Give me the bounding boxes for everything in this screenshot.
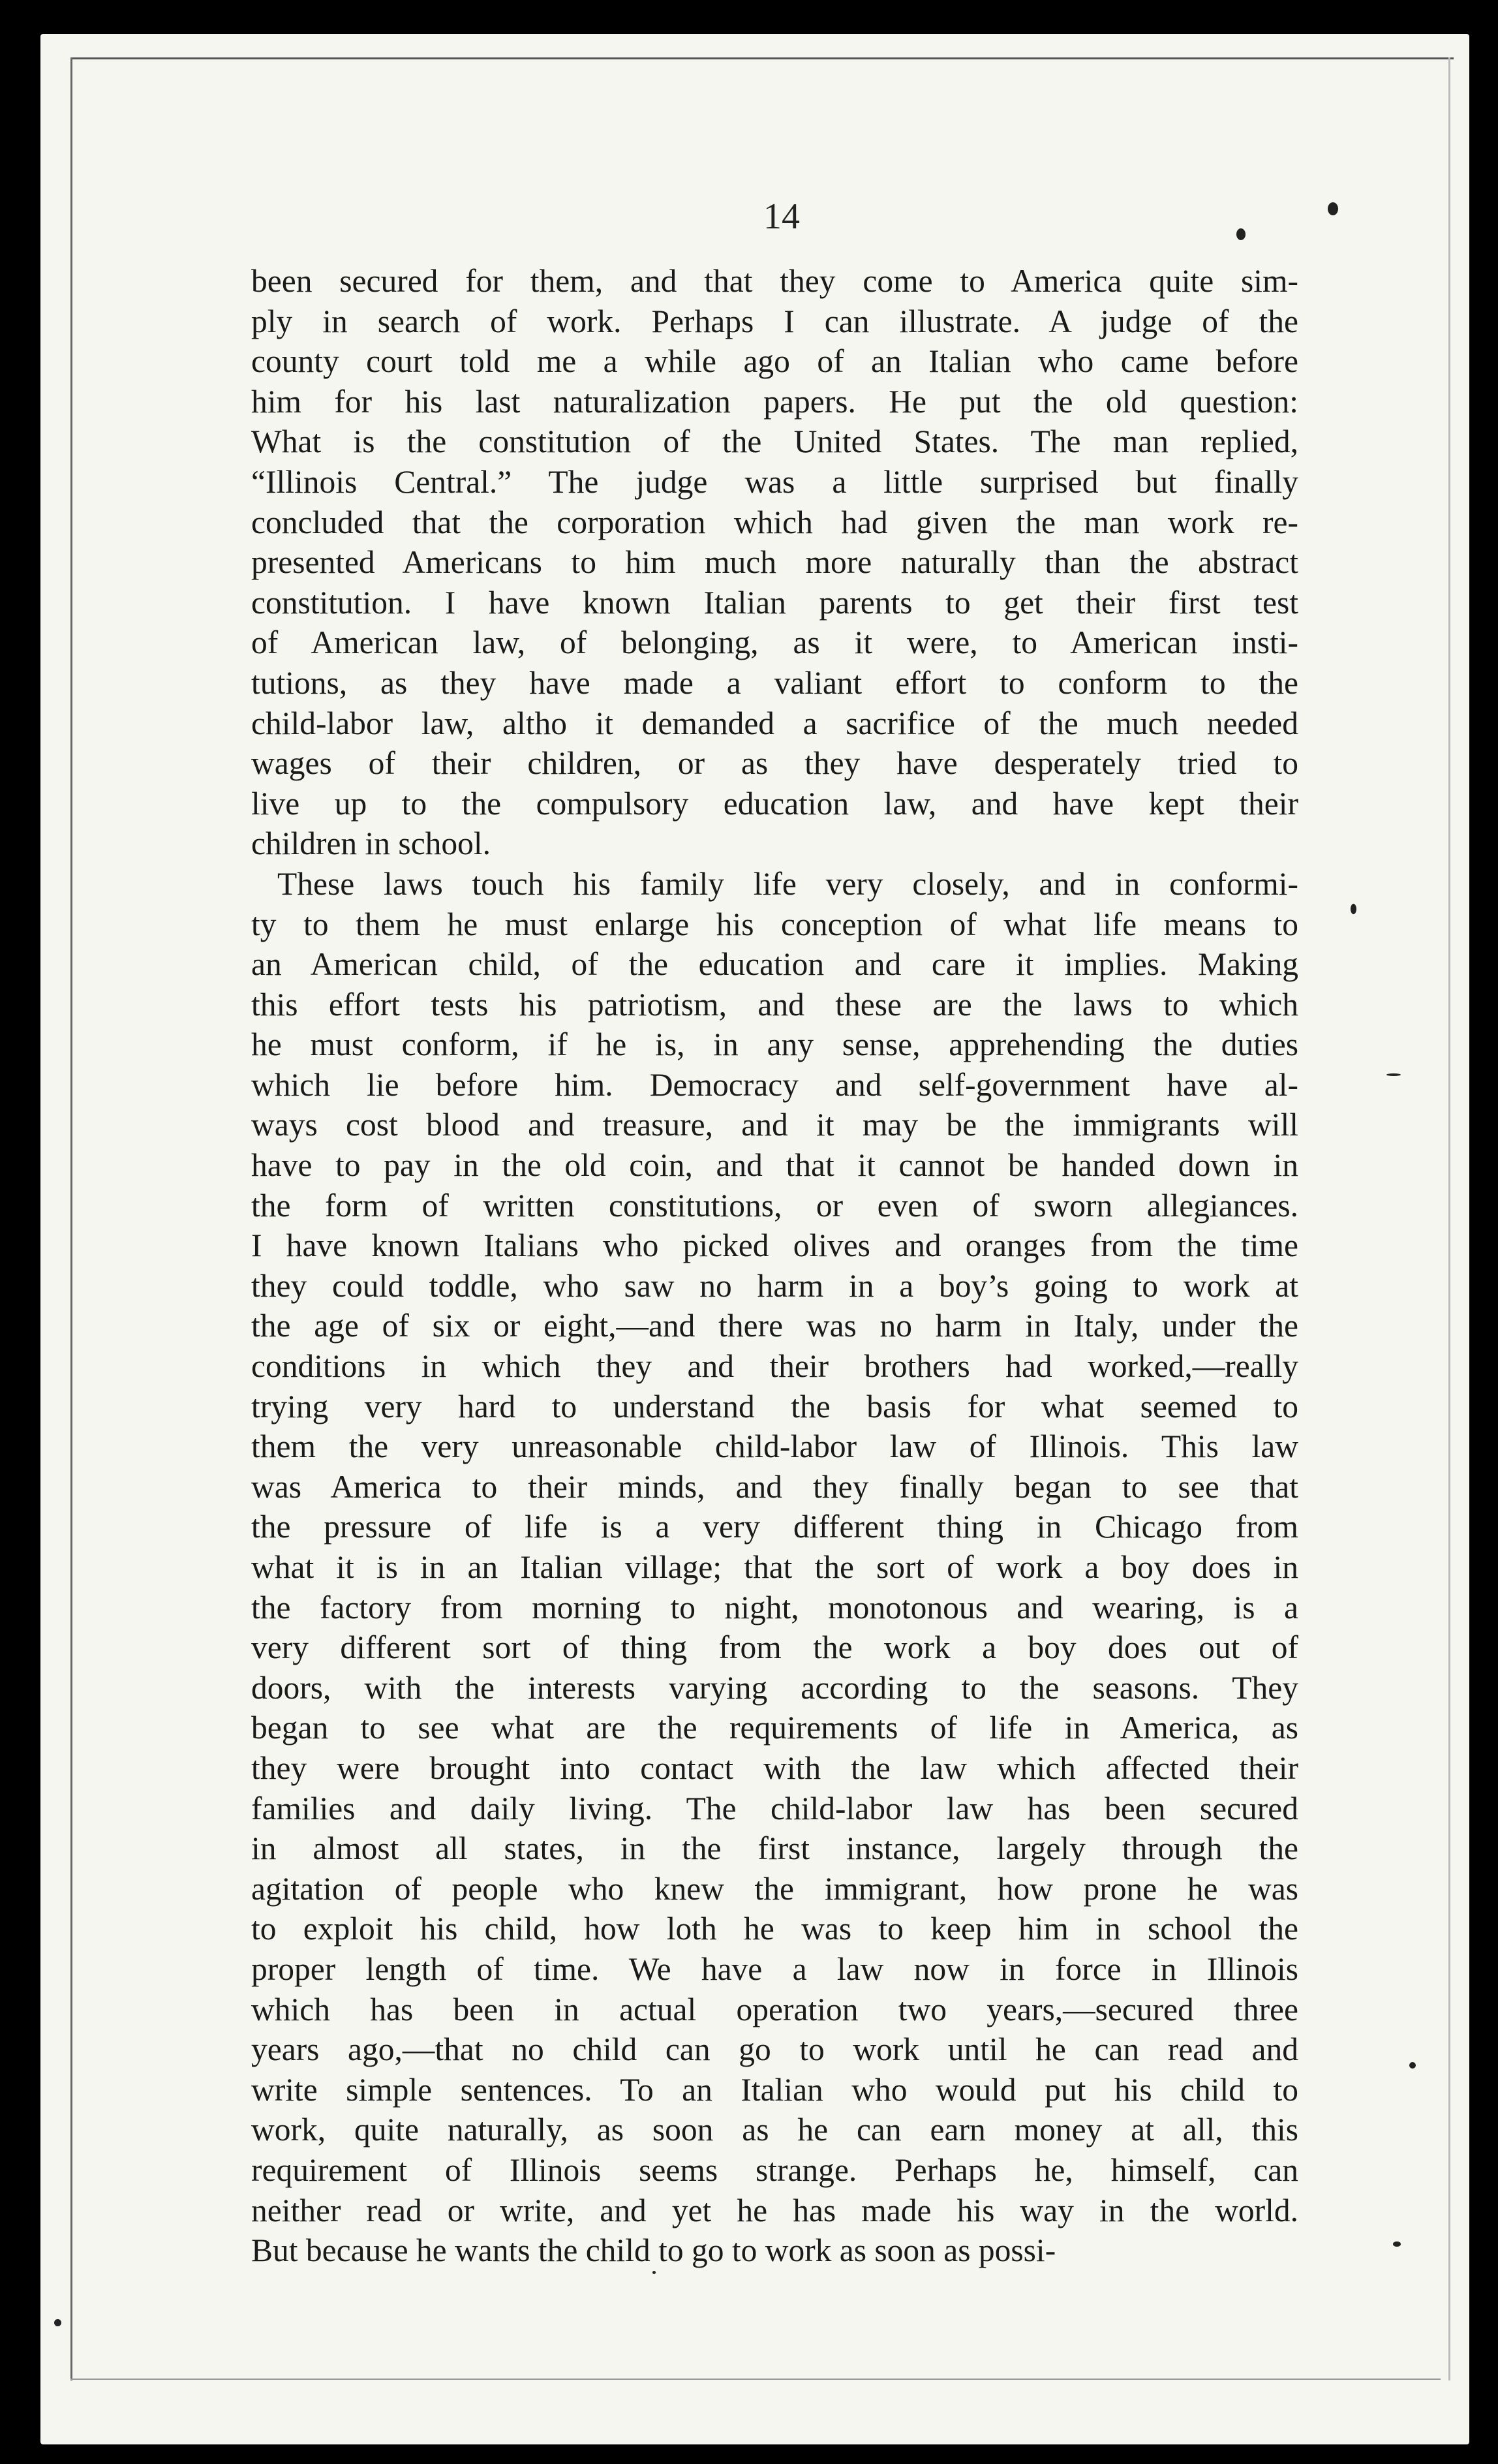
text-line: them the very unreasonable child-labor law of Illinois. This law <box>251 1428 1298 1465</box>
text-line: county court told me a while ago of an Italian who came before <box>251 343 1298 380</box>
text-line: which lie before him. Democracy and self-government have al- <box>251 1066 1298 1103</box>
text-line: been secured for them, and that they come to America quite sim- <box>251 263 1298 299</box>
text-line: neither read or write, and yet he has made his way in the world. <box>251 2192 1298 2228</box>
text-line: write simple sentences. To an Italian who would put his child to <box>251 2071 1298 2108</box>
text-line: which has been in actual operation two years,—secured three <box>251 1991 1298 2027</box>
text-line: in almost all states, in the first instance, largely through the <box>251 1830 1298 1867</box>
text-line: this effort tests his patriotism, and these are the laws to which <box>251 986 1298 1023</box>
text-line: have to pay in the old coin, and that it cannot be handed down in <box>251 1147 1298 1184</box>
text-line: very different sort of thing from the work a boy does out of <box>251 1629 1298 1666</box>
text-line: doors, with the interests varying according to the seasons. They <box>251 1669 1298 1706</box>
scan-speck <box>1236 228 1246 240</box>
text-line: ply in search of work. Perhaps I can illustrate. A judge of the <box>251 303 1298 339</box>
text-line: to exploit his child, how loth he was to keep him in school the <box>251 1911 1298 1947</box>
text-line: What is the constitution of the United States. The man replied, <box>251 424 1298 460</box>
text-line: what it is in an Italian village; that the sort of work a boy does in <box>251 1549 1298 1585</box>
text-line: live up to the compulsory education law, and have kept their <box>251 785 1298 822</box>
body-text <box>251 261 1298 2271</box>
text-line: the form of written constitutions, or even of sworn allegiances. <box>251 1187 1298 1224</box>
page-border-bottom <box>70 2379 1441 2380</box>
text-line: an American child, of the education and care it implies. Making <box>251 946 1298 983</box>
text-line: agitation of people who knew the immigrant, how prone he was <box>251 1870 1298 1907</box>
text-line: began to see what are the requirements of life in America, as <box>251 1710 1298 1746</box>
scan-speck <box>1351 904 1356 914</box>
text-line: work, quite naturally, as soon as he can earn money at all, this <box>251 2112 1298 2148</box>
text-line: ty to them he must enlarge his conception of what life means to <box>251 906 1298 942</box>
text-line: I have known Italians who picked olives and oranges from the time <box>251 1227 1298 1264</box>
text-line: constitution. I have known Italian parents to get their first test <box>251 584 1298 621</box>
text-line: he must conform, if he is, in any sense, apprehending the duties <box>251 1026 1298 1063</box>
scan-speck <box>1409 2062 1416 2069</box>
text-line: presented Americans to him much more naturally than the abstract <box>251 544 1298 581</box>
scan-speck <box>1386 1073 1401 1076</box>
text-line: These laws touch his family life very closely, and in conformi- <box>277 865 1298 902</box>
page-border-left <box>70 57 72 2380</box>
page-border-right <box>1448 57 1450 2380</box>
text-line: wages of their children, or as they have desperately tried to <box>251 745 1298 782</box>
text-line: of American law, of belonging, as it were, to American insti- <box>251 624 1298 661</box>
scan-speck <box>1393 2241 1401 2247</box>
text-line: child-labor law, altho it demanded a sacrifice of the much needed <box>251 705 1298 741</box>
text-line: concluded that the corporation which had given the man work re- <box>251 504 1298 540</box>
text-line: “Illinois Central.” The judge was a little surprised but finally <box>251 463 1298 500</box>
text-line: children in school. <box>251 825 491 862</box>
text-line: they were brought into contact with the law which affected their <box>251 1749 1298 1786</box>
page-border-top <box>70 57 1454 59</box>
text-line: years ago,—that no child can go to work until he can read and <box>251 2031 1298 2068</box>
text-line: was America to their minds, and they finally began to see that <box>251 1468 1298 1505</box>
text-line: they could toddle, who saw no harm in a boy’s going to work at <box>251 1267 1298 1304</box>
scan-speck <box>1328 202 1338 215</box>
scan-speck <box>652 2271 656 2274</box>
text-line: requirement of Illinois seems strange. Perhaps he, himself, can <box>251 2151 1298 2188</box>
scan-speck <box>54 2319 61 2326</box>
text-line: the factory from morning to night, monotonous and wearing, is a <box>251 1589 1298 1625</box>
text-line: proper length of time. We have a law now in force in Illinois <box>251 1950 1298 1987</box>
text-line: ways cost blood and treasure, and it may be the immigrants will <box>251 1107 1298 1143</box>
text-line: families and daily living. The child-labor law has been secured <box>251 1790 1298 1826</box>
text-line: trying very hard to understand the basis for what seemed to <box>251 1388 1298 1424</box>
text-line: conditions in which they and their brothers had worked,—really <box>251 1348 1298 1385</box>
text-line: the pressure of life is a very different thing in Chicago from <box>251 1509 1298 1545</box>
text-line: him for his last naturalization papers. He put the old question: <box>251 383 1298 420</box>
text-line: the age of six or eight,—and there was no harm in Italy, under the <box>251 1308 1298 1344</box>
text-line: But because he wants the child to go to work as soon as possi- <box>251 2232 1056 2269</box>
text-line: tutions, as they have made a valiant effort to conform to the <box>251 664 1298 701</box>
page-number: 14 <box>763 196 800 237</box>
